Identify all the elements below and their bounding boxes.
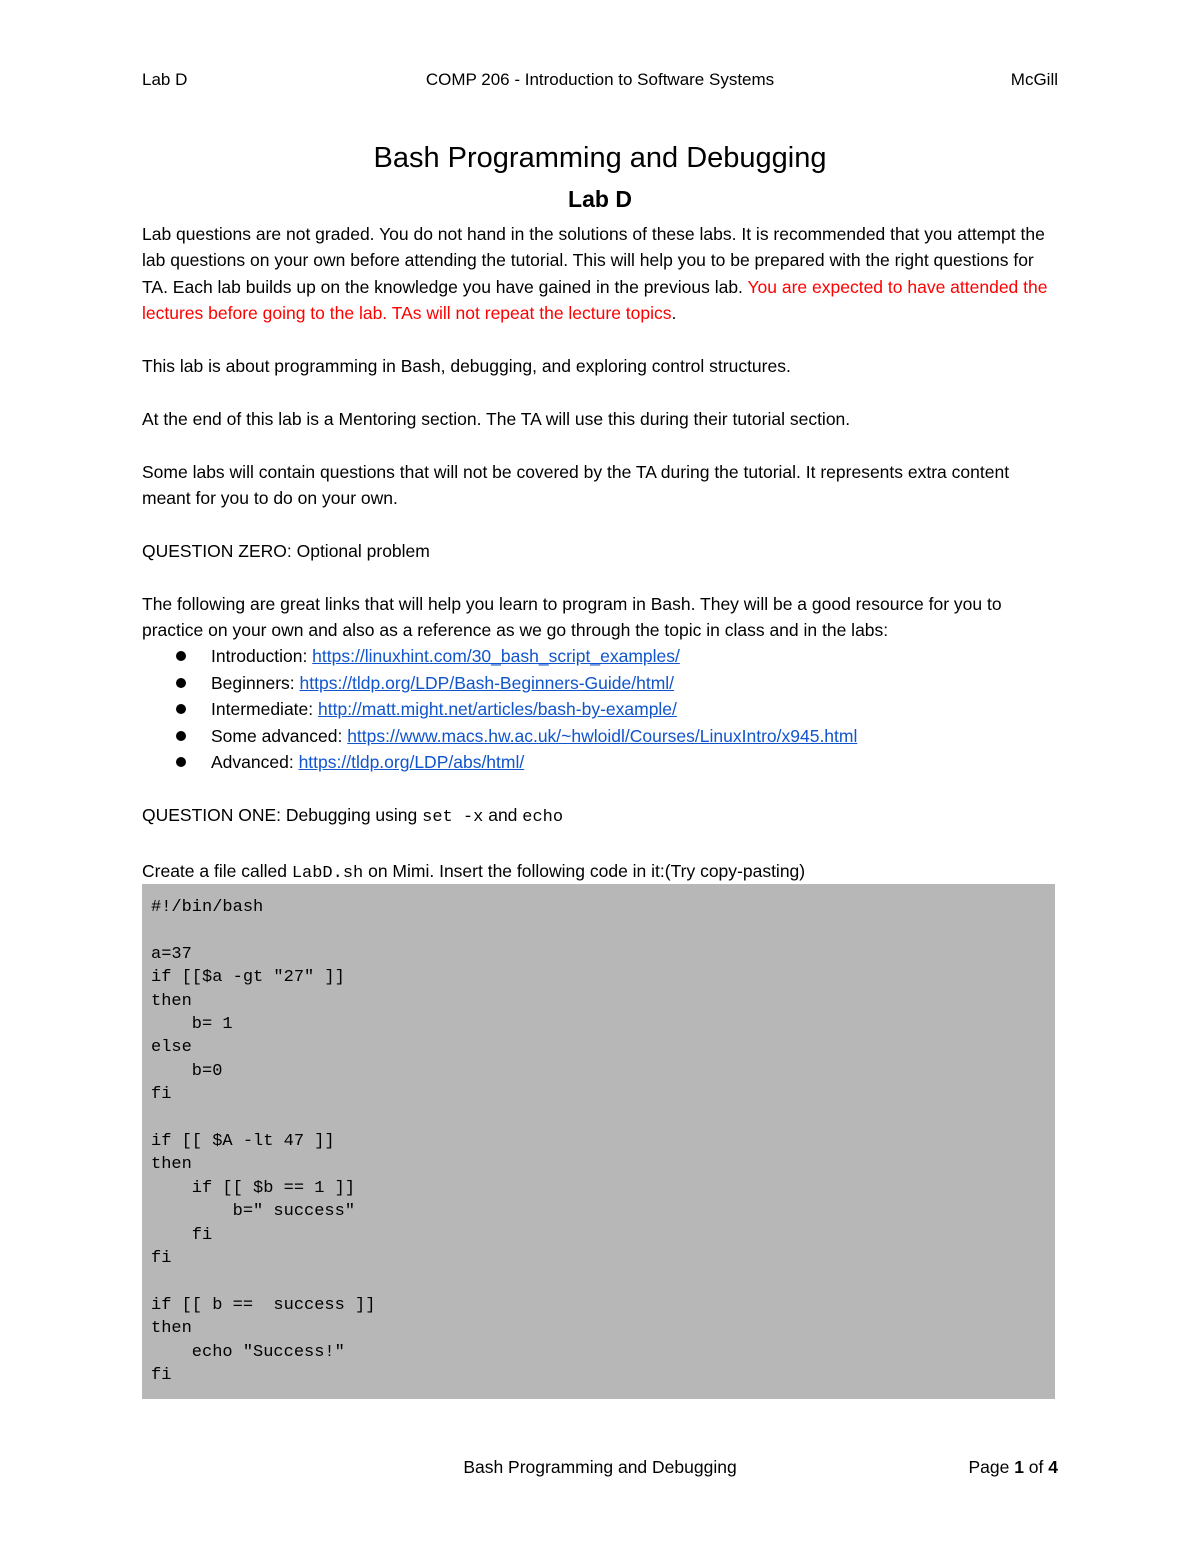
list-item (142, 643, 1058, 669)
header-university: McGill (1010, 70, 1058, 89)
page-total: 4 (1048, 1457, 1058, 1477)
page-word: Page (968, 1457, 1015, 1477)
header-lab-name: Lab D (142, 70, 188, 89)
of-word: of (1023, 1457, 1049, 1477)
code-filename: LabD.sh (291, 863, 364, 883)
intro-end: . (671, 303, 677, 324)
intro-text: Lab questions are not graded. You do not hand in the solutions of these labs. It is recommended that you attempt the lab questions on your own before attending the tutorial. This will help you to be prepared with the right questions for TA. Each lab builds up on the knowledge you have gained in the previous lab. (142, 224, 1045, 297)
about-paragraph: This lab is about programming in Bash, debugging, and exploring control structures. (142, 356, 791, 377)
page-footer (142, 1457, 1058, 1483)
link-beginners[interactable]: https://tldp.org/LDP/Bash-Beginners-Guide/html/ (299, 672, 675, 693)
link-label: Some advanced: (211, 725, 348, 746)
list-item (142, 749, 1058, 775)
list-item (142, 723, 1058, 749)
link-label: Advanced: (211, 752, 299, 773)
bullet-icon (176, 757, 186, 767)
link-some-advanced[interactable]: https://www.macs.hw.ac.uk/~hwloidl/Courses/LinuxIntro/x945.html (347, 725, 858, 746)
link-label: Introduction: (211, 646, 313, 667)
mentoring-paragraph: At the end of this lab is a Mentoring section. The TA will use this during their tutorial section. (142, 408, 851, 429)
page-header (142, 70, 1058, 96)
extra-paragraph: Some labs will contain questions that will not be covered by the TA during the tutorial. It represents extra content meant for you to do on your own. (142, 461, 1010, 509)
links-intro-paragraph: The following are great links that will help you learn to program in Bash. They will be a good resource for you to practice on your own and also as a reference as we go through the topic in class and in the labs: (142, 593, 1002, 641)
link-advanced[interactable]: https://tldp.org/LDP/abs/html/ (298, 752, 525, 773)
intro-paragraph (142, 221, 1058, 327)
code-set-x: set -x (422, 807, 484, 827)
bullet-icon (176, 731, 186, 741)
bullet-icon (176, 651, 186, 661)
link-label: Intermediate: (211, 699, 318, 720)
bullet-icon (176, 704, 186, 714)
code-block[interactable] (142, 884, 1055, 1399)
list-item (142, 670, 1058, 696)
document-subtitle: Lab D (568, 186, 632, 212)
link-label: Beginners: (211, 672, 300, 693)
question-one-heading (142, 802, 1058, 831)
bullet-icon (176, 678, 186, 688)
create-file-instruction (142, 858, 1058, 887)
create-file-suffix: on Mimi. Insert the following code in it:(Try copy-pasting) (363, 860, 806, 881)
intro-warning: You are expected to have attended the lectures before going to the lab. TAs will not repeat the lecture topics (142, 276, 1048, 324)
document-title: Bash Programming and Debugging (373, 142, 827, 174)
resource-links-list (142, 643, 1058, 775)
page-current: 1 (1014, 1457, 1024, 1477)
document-body (142, 221, 1058, 887)
bash-script-code[interactable]: #!/bin/bash a=37 if [[$a -gt "27" ]] then b= 1 else b=0 fi if [[ $A -lt 47 ]] then if [[ $b == 1 ]] b=" success" fi fi if [[ b == success ]] then echo "Success!" fi (151, 898, 376, 1386)
question-one-prefix: QUESTION ONE: Debugging using (142, 804, 423, 825)
question-one-middle: and (483, 804, 523, 825)
code-echo: echo (522, 807, 564, 827)
link-intermediate[interactable]: http://matt.might.net/articles/bash-by-example/ (318, 699, 677, 720)
footer-title: Bash Programming and Debugging (463, 1457, 737, 1477)
page-number (968, 1457, 1058, 1478)
create-file-prefix: Create a file called (142, 860, 292, 881)
header-course-title: COMP 206 - Introduction to Software Systems (425, 70, 775, 89)
question-zero-heading: QUESTION ZERO: Optional problem (142, 540, 430, 561)
list-item (142, 696, 1058, 722)
link-introduction[interactable]: https://linuxhint.com/30_bash_script_examples/ (312, 646, 680, 667)
